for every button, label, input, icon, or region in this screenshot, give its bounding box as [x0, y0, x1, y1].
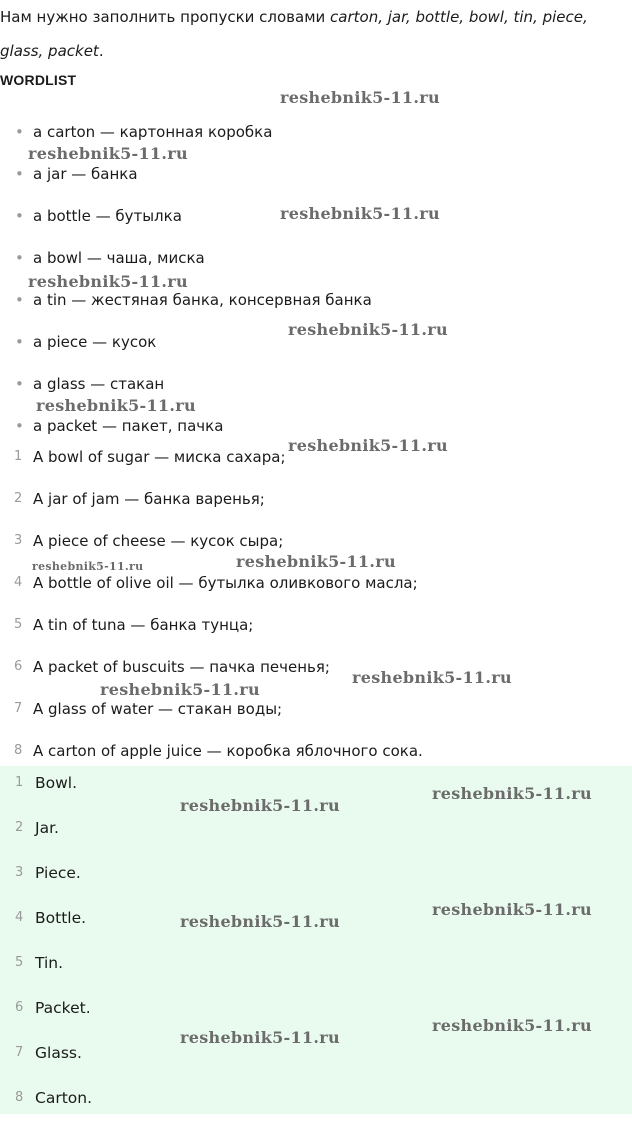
item-number: 4 [15, 910, 24, 925]
list-item-text: a tin — жестяная банка, консервная банка [33, 291, 372, 309]
list-item [0, 482, 423, 524]
item-number: 6 [14, 659, 23, 674]
item-number: 5 [14, 617, 23, 632]
watermark: reshebnik5-11.ru [180, 1028, 340, 1047]
wordlist-heading: WORDLIST [0, 72, 77, 88]
phrases-list [0, 440, 423, 776]
list-item-text: a jar — банка [33, 165, 138, 183]
item-number: 8 [15, 1090, 24, 1105]
bullet-icon: • [15, 417, 24, 435]
watermark: reshebnik5-11.ru [28, 272, 188, 291]
bullet-icon: • [15, 249, 24, 267]
answers-list [0, 766, 92, 1126]
item-number: 3 [15, 865, 24, 880]
list-item-text: a piece — кусок [33, 333, 157, 351]
intro-words-line2: glass, packet [0, 42, 99, 60]
answer-text: Packet. [35, 999, 91, 1017]
intro-paragraph [0, 0, 620, 68]
list-item-text: a bottle — бутылка [33, 207, 182, 225]
item-number: 1 [15, 775, 24, 790]
item-number: 3 [14, 533, 23, 548]
list-item-text: a bowl — чаша, миска [33, 249, 205, 267]
list-item-text: A bowl of sugar — миска сахара; [33, 448, 286, 466]
item-number: 4 [14, 575, 23, 590]
answer-text: Bowl. [35, 774, 78, 792]
item-number: 5 [15, 955, 24, 970]
item-number: 2 [14, 491, 23, 506]
list-item [0, 608, 423, 650]
list-item-text: A packet of buscuits — пачка печенья; [33, 658, 330, 676]
watermark: reshebnik5-11.ru [180, 912, 340, 931]
answer-text: Tin. [35, 954, 64, 972]
answer-text: Bottle. [35, 909, 87, 927]
watermark: reshebnik5-11.ru [100, 680, 260, 699]
list-item-text: A glass of water — стакан воды; [33, 700, 283, 718]
item-number: 1 [14, 449, 23, 464]
list-item-text: A tin of tuna — банка тунца; [33, 616, 254, 634]
list-item [0, 991, 92, 1036]
intro-words: carton, jar, bottle, bowl, tin, piece, [330, 8, 588, 26]
intro-end: . [98, 42, 104, 60]
watermark: reshebnik5-11.ru [180, 796, 340, 815]
bullet-icon: • [15, 165, 24, 183]
watermark: reshebnik5-11.ru [236, 552, 396, 571]
answer-text: Glass. [35, 1044, 82, 1062]
list-item [0, 157, 372, 199]
list-item-text: a glass — стакан [33, 375, 165, 393]
list-item [0, 1036, 92, 1081]
item-number: 6 [15, 1000, 24, 1015]
list-item-text: a packet — пакет, пачка [33, 417, 224, 435]
list-item-text: A carton of apple juice — коробка яблочного сока. [33, 742, 423, 760]
item-number: 8 [14, 743, 23, 758]
list-item [0, 946, 92, 991]
list-item [0, 1081, 92, 1126]
watermark: reshebnik5-11.ru [432, 784, 592, 803]
list-item [0, 766, 92, 811]
bullet-icon: • [15, 123, 24, 141]
item-number: 2 [15, 820, 24, 835]
intro-text: Нам нужно заполнить пропуски словами [0, 8, 331, 26]
watermark: reshebnik5-11.ru [280, 204, 440, 223]
answer-text: Piece. [35, 864, 81, 882]
bullet-icon: • [15, 375, 24, 393]
bullet-icon: • [15, 333, 24, 351]
item-number: 7 [15, 1045, 24, 1060]
answer-text: Carton. [35, 1089, 93, 1107]
list-item-text: A piece of cheese — кусок сыра; [33, 532, 284, 550]
watermark: reshebnik5-11.ru [432, 1016, 592, 1035]
watermark: reshebnik5-11.ru [288, 436, 448, 455]
watermark: reshebnik5-11.ru [36, 396, 196, 415]
answer-block [0, 766, 632, 1114]
answer-text: Jar. [35, 819, 59, 837]
bullet-icon: • [15, 207, 24, 225]
bullet-icon: • [15, 291, 24, 309]
watermark: reshebnik5-11.ru [32, 560, 144, 573]
watermark: reshebnik5-11.ru [432, 900, 592, 919]
list-item [0, 811, 92, 856]
list-item-text: A bottle of olive oil — бутылка оливкового масла; [33, 574, 418, 592]
list-item [0, 901, 92, 946]
list-item-text: a carton — картонная коробка [33, 123, 273, 141]
list-item [0, 856, 92, 901]
item-number: 7 [14, 701, 23, 716]
watermark: reshebnik5-11.ru [28, 144, 188, 163]
watermark: reshebnik5-11.ru [280, 88, 440, 107]
watermark: reshebnik5-11.ru [352, 668, 512, 687]
list-item-text: A jar of jam — банка варенья; [33, 490, 265, 508]
watermark: reshebnik5-11.ru [288, 320, 448, 339]
